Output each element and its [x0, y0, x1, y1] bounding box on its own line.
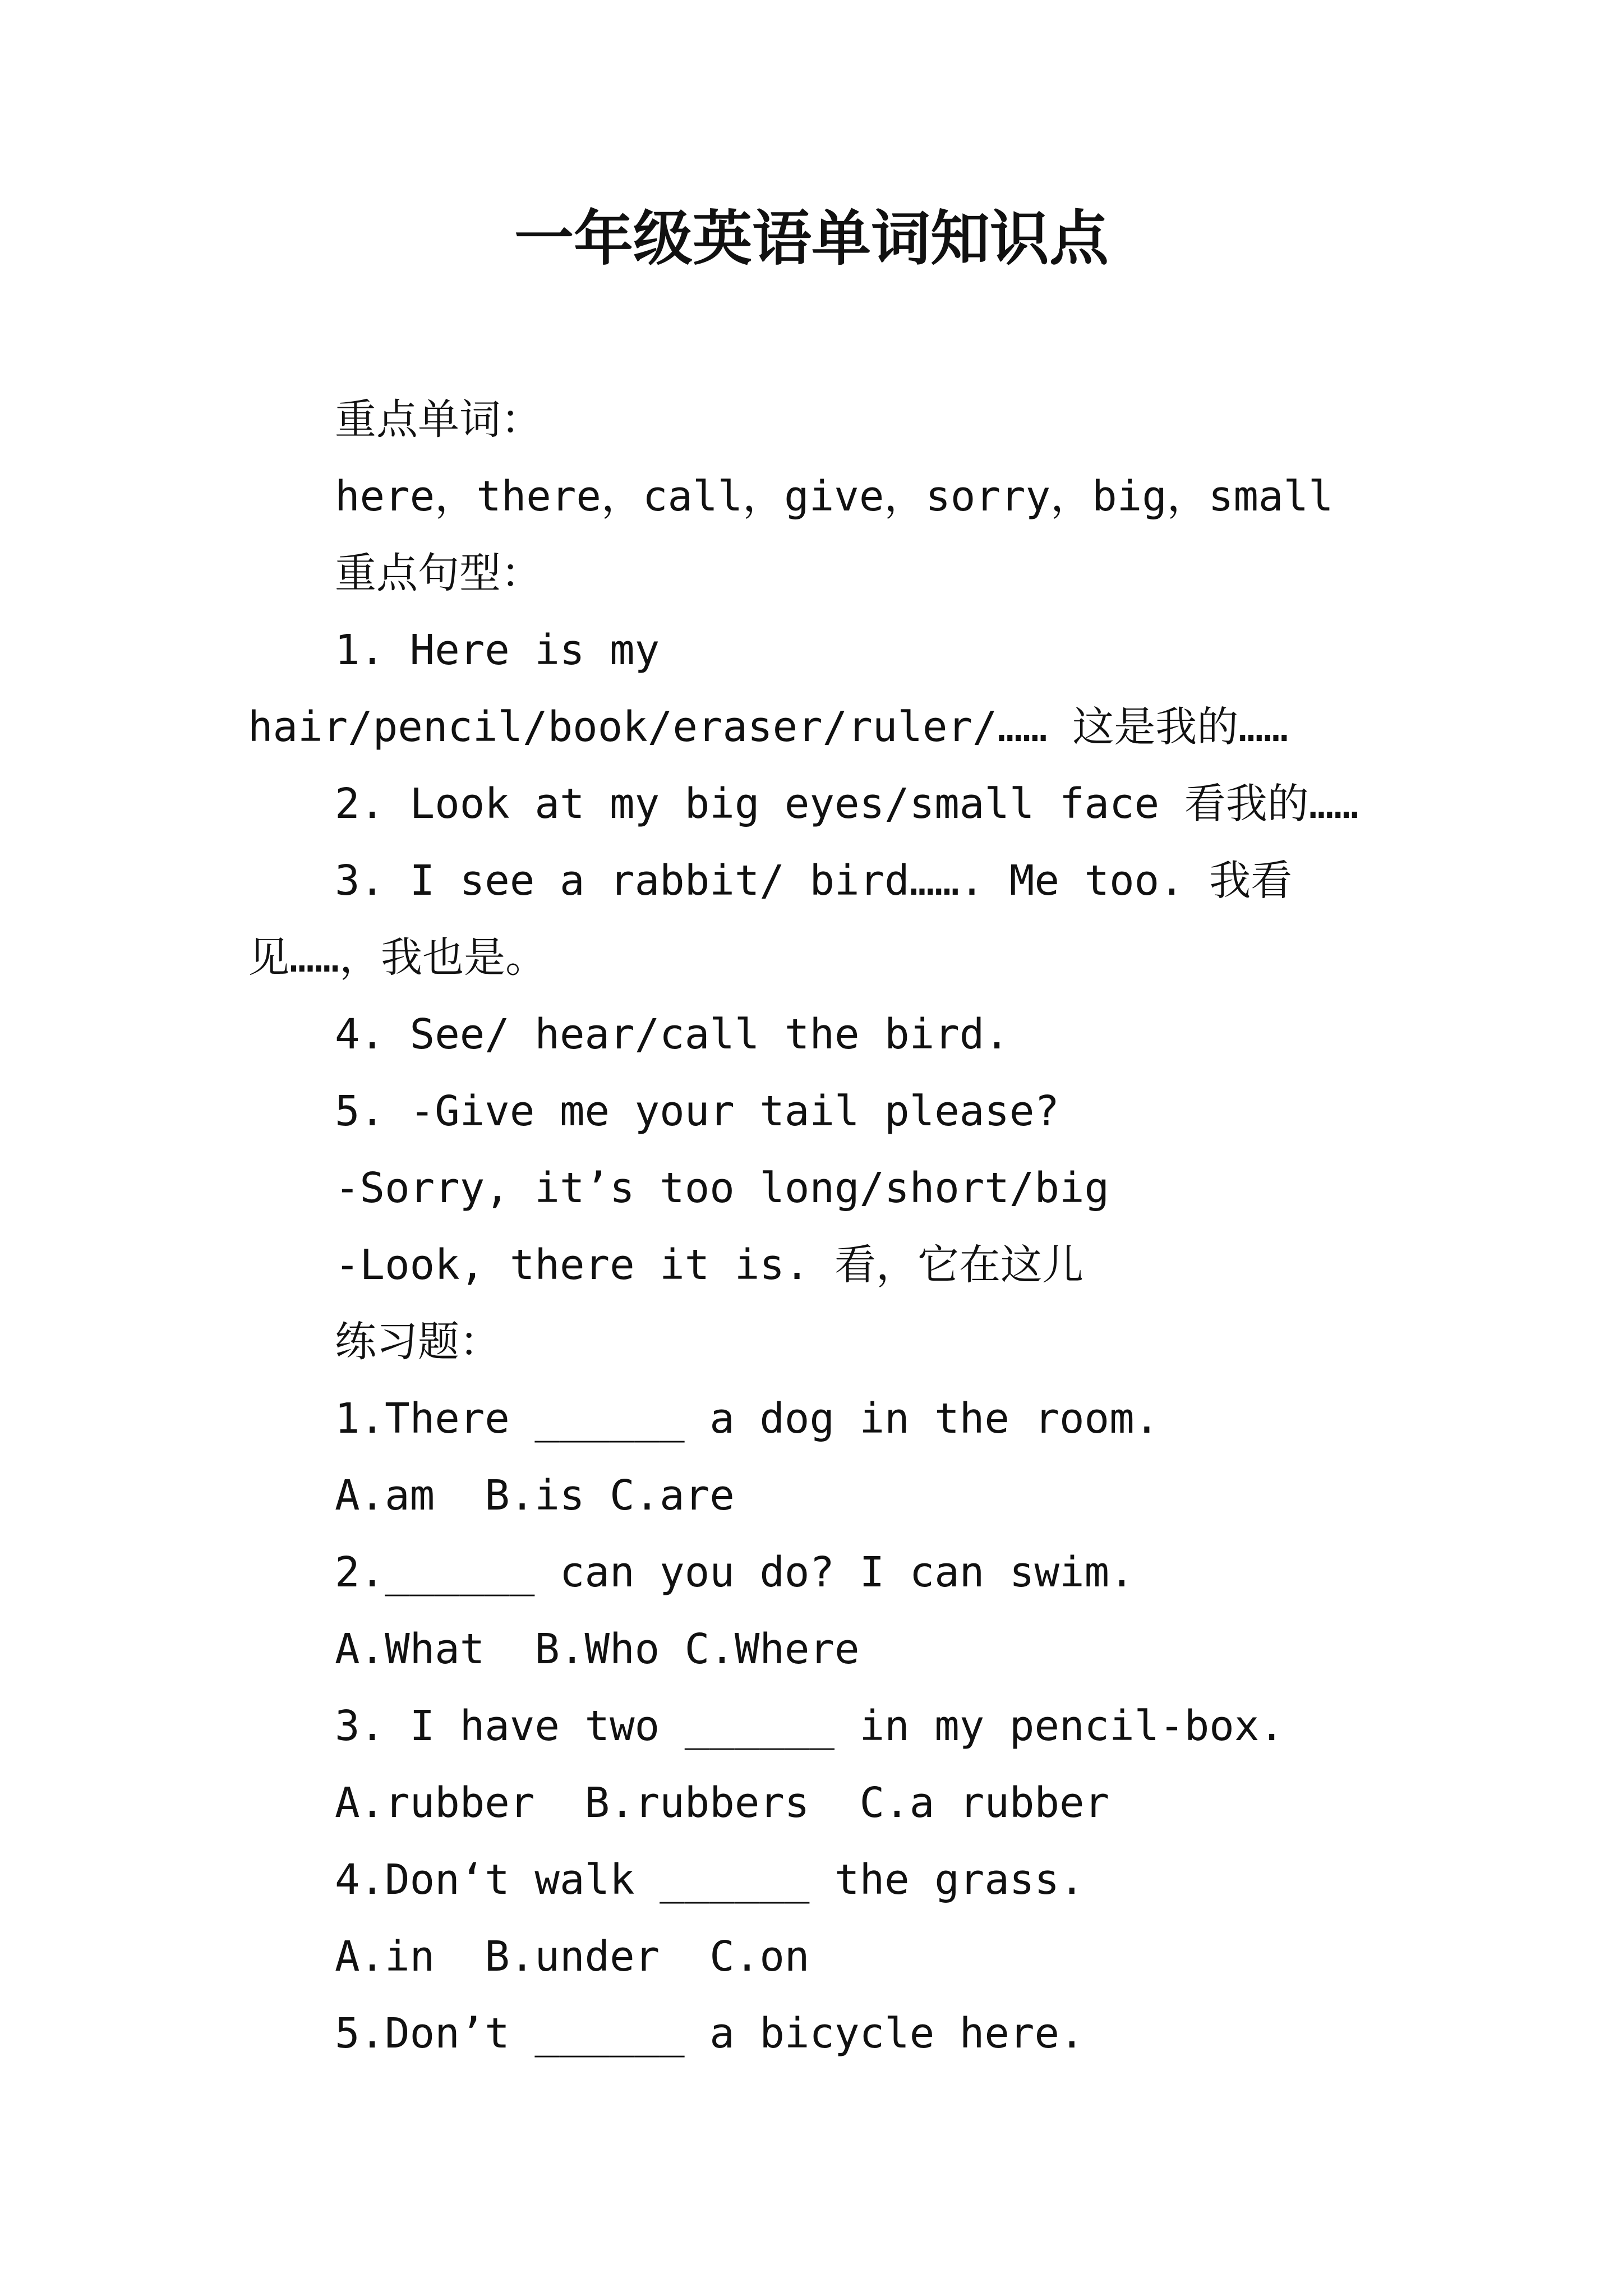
text-line: 4. See/ hear/call the bird.	[335, 1010, 1009, 1059]
text-line: 重点单词：	[335, 395, 542, 444]
text-line: 5.Don’t ______ a bicycle here.	[335, 2009, 1085, 2058]
text-line: -Sorry, it’s too long/short/big	[335, 1164, 1110, 1212]
text-line: A.am B.is C.are	[335, 1471, 735, 1520]
text-line: 重点句型：	[335, 549, 542, 597]
text-line: here，there，call，give，sorry，big，small	[335, 472, 1334, 521]
text-line: 3. I see a rabbit/ bird……. Me too. 我看见……，我也是。	[248, 857, 1293, 982]
text-line: A.rubber B.rubbers C.a rubber	[335, 1779, 1110, 1827]
document-title: 一年级英语单词知识点	[514, 203, 1109, 273]
text-line: -Look, there it is. 看，它在这儿	[335, 1241, 1084, 1289]
document-body	[248, 381, 1398, 2072]
text-line: 2.______ can you do? I can swim.	[335, 1548, 1135, 1596]
text-line: 1.There ______ a dog in the room.	[335, 1395, 1160, 1443]
text-line: 1. Here is my hair/pencil/book/eraser/ruler/…… 这是我的……	[248, 626, 1289, 751]
text-line: A.in B.under C.on	[335, 1932, 810, 1981]
text-line: 3. I have two ______ in my pencil-box.	[335, 1702, 1284, 1750]
text-line: A.What B.Who C.Where	[335, 1625, 860, 1673]
text-line: 练习题：	[335, 1318, 501, 1366]
text-line: 5. -Give me your tail please?	[335, 1087, 1060, 1135]
text-line: 4.Don‘t walk ______ the grass.	[335, 1856, 1085, 1904]
text-line: 2. Look at my big eyes/small face 看我的……	[335, 780, 1359, 828]
